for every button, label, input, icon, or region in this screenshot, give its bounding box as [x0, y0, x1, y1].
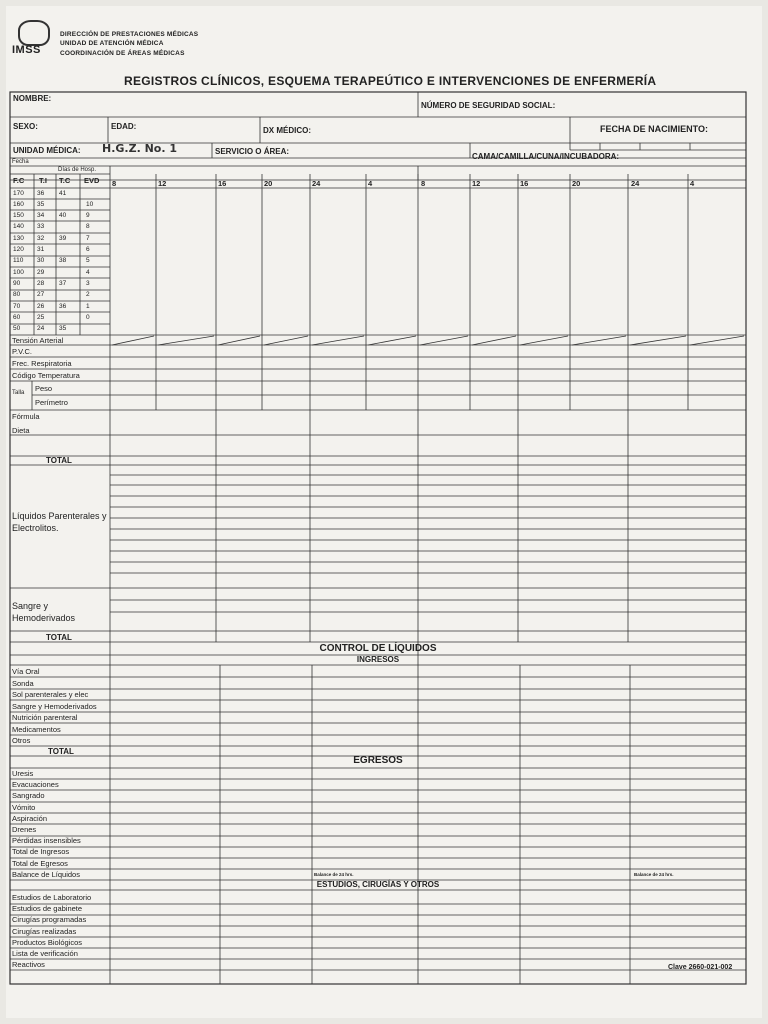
total-label-1: TOTAL — [46, 456, 72, 465]
ingresos-title: INGRESOS — [356, 655, 400, 664]
vitals-cell: 170 — [13, 189, 24, 197]
vitals-cell: 31 — [37, 246, 45, 253]
ingresos-total-label: TOTAL — [48, 747, 74, 756]
list-item: Sangre y Hemoderivados — [12, 701, 97, 711]
list-item: Balance de Líquidos — [12, 869, 80, 879]
list-item: Vía Oral — [12, 667, 40, 676]
list-item: Nutrición parenteral — [12, 713, 78, 722]
vitals-cell: 7 — [86, 234, 90, 242]
list-item: Uresis — [12, 769, 34, 778]
list-item: Drenes — [12, 825, 37, 834]
balance-24-label-1: Balance de 24 hrs. — [314, 872, 354, 877]
vitals-header-fc: F.C — [13, 176, 25, 185]
nombre-label: NOMBRE: — [13, 94, 52, 103]
edad-label: EDAD: — [111, 122, 137, 131]
list-item: Sol parenterales y elec — [12, 690, 89, 699]
cama-label: CAMA/CAMILLA/CUNA/INCUBADORA: — [472, 152, 620, 161]
fecha-nacimiento-label: FECHA DE NACIMIENTO: — [600, 124, 708, 134]
vitals-header-tc: T.C — [59, 176, 71, 185]
hour-label: 12 — [472, 179, 481, 188]
list-item: Pérdidas insensibles — [12, 836, 81, 846]
fecha-label: Fecha — [12, 159, 29, 165]
vitals-cell: 26 — [37, 302, 45, 310]
perimetro-label: Perímetro — [35, 398, 68, 407]
vitals-cell: 90 — [13, 279, 21, 287]
logo-text: IMSS — [12, 44, 41, 56]
liquidos-label: Líquidos Parenterales y Electrolitos. — [12, 511, 107, 533]
nombre-field[interactable] — [60, 94, 415, 114]
egresos-title: EGRESOS — [353, 755, 403, 766]
hour-label: 8 — [112, 179, 117, 188]
vitals-cell: 28 — [37, 279, 45, 287]
vitals-cell: 160 — [13, 200, 24, 208]
dieta-label: Dieta — [12, 426, 30, 435]
vitals-cell: 120 — [13, 246, 24, 253]
hour-label: 20 — [572, 179, 581, 188]
tension-label: Tensión Arterial — [12, 336, 64, 345]
list-item: Vómito — [12, 802, 36, 812]
vitals-cell: 32 — [37, 234, 45, 242]
control-liquidos-title: CONTROL DE LÍQUIDOS — [319, 643, 437, 654]
list-item: Cirugías realizadas — [12, 926, 77, 936]
vitals-cell: 110 — [13, 257, 24, 265]
list-item: Sangrado — [12, 791, 45, 801]
vitals-cell: 40 — [59, 212, 67, 220]
vitals-cell: 140 — [13, 223, 24, 231]
list-item: Total de Egresos — [12, 858, 68, 868]
vitals-cell: 27 — [37, 291, 45, 299]
vitals-cell: 37 — [59, 279, 67, 287]
vitals-cell: 1 — [86, 302, 90, 310]
hour-label: 4 — [690, 179, 695, 188]
vitals-cell: 100 — [13, 268, 24, 276]
vitals-cell: 29 — [37, 268, 45, 276]
vitals-cell: 35 — [37, 200, 45, 208]
vitals-cell: 130 — [13, 234, 24, 242]
vitals-cell: 8 — [86, 223, 90, 231]
vitals-cell: 25 — [37, 313, 45, 321]
vitals-cell: 60 — [13, 313, 21, 321]
nss-label: NÚMERO DE SEGURIDAD SOCIAL: — [421, 101, 556, 110]
pvc-label: P.V.C. — [12, 347, 33, 356]
list-item: Otros — [12, 736, 31, 745]
list-item: Sonda — [12, 678, 34, 688]
hour-label: 8 — [421, 179, 426, 188]
total-label-2: TOTAL — [46, 633, 72, 642]
vitals-header-evd: EVD — [84, 176, 100, 185]
vitals-cell: 2 — [86, 291, 90, 299]
vitals-cell: 36 — [37, 189, 45, 197]
servicio-label: SERVICIO O ÁREA: — [215, 147, 290, 156]
vitals-cell: 150 — [13, 212, 24, 220]
dx-label: DX MÉDICO: — [263, 126, 311, 135]
hour-label: 16 — [520, 179, 529, 188]
hour-label: 24 — [312, 179, 321, 188]
vitals-cell: 9 — [86, 212, 90, 220]
dias-hosp-label: Días de Hosp. — [58, 167, 97, 173]
sexo-label: SEXO: — [13, 122, 38, 131]
unidad-value: H.G.Z. No. 1 — [102, 142, 178, 155]
vitals-cell: 41 — [59, 189, 67, 197]
vitals-cell: 24 — [37, 325, 45, 333]
frec-label: Frec. Respiratoria — [12, 359, 72, 368]
unidad-label: UNIDAD MÉDICA: — [13, 146, 81, 155]
vitals-cell: 5 — [86, 257, 90, 265]
form-title: REGISTROS CLÍNICOS, ESQUEMA TERAPEÚTICO E INTERVENCIONES DE ENFERMERÍA — [124, 74, 657, 88]
hour-label: 24 — [631, 179, 640, 188]
vitals-cell: 30 — [37, 257, 45, 265]
vitals-cell: 4 — [86, 268, 90, 276]
list-item: Estudios de Laboratorio — [12, 893, 92, 902]
vitals-cell: 0 — [86, 313, 90, 321]
vitals-cell: 80 — [13, 291, 21, 299]
vitals-cell: 38 — [59, 257, 67, 265]
vitals-cell: 36 — [59, 302, 67, 310]
estudios-title: ESTUDIOS, CIRUGÍAS Y OTROS — [316, 880, 440, 889]
list-item: Evacuaciones — [12, 780, 59, 790]
vitals-cell: 70 — [13, 302, 21, 310]
list-item: Estudios de gabinete — [12, 904, 83, 914]
list-item: Aspiración — [12, 813, 48, 823]
list-item: Cirugías programadas — [12, 915, 87, 925]
vitals-header-ti: T.I — [39, 176, 47, 185]
hour-label: 12 — [158, 179, 167, 188]
list-item: Lista de verificación — [12, 949, 78, 958]
vitals-cell: 50 — [13, 325, 21, 333]
sangre-label: Sangre y Hemoderivados — [12, 601, 76, 623]
clave-code: Clave 2660-021-002 — [668, 964, 733, 971]
header-line-1: DIRECCIÓN DE PRESTACIONES MÉDICAS — [60, 31, 199, 38]
vitals-cell: 10 — [86, 200, 94, 208]
talla-label: Talla — [12, 390, 25, 396]
vitals-cell: 6 — [86, 246, 90, 253]
vitals-cell: 35 — [59, 325, 67, 333]
header-line-3: COORDINACIÓN DE ÁREAS MÉDICAS — [60, 50, 185, 57]
vitals-cell: 34 — [37, 212, 45, 220]
hour-label: 16 — [218, 179, 227, 188]
vitals-cell: 3 — [86, 279, 90, 287]
vitals-cell: 39 — [59, 234, 67, 242]
codigo-label: Código Temperatura — [12, 371, 80, 380]
peso-label: Peso — [35, 384, 53, 393]
list-item: Total de Ingresos — [12, 847, 70, 857]
hour-label: 20 — [264, 179, 273, 188]
balance-24-label-2: Balance de 24 hrs. — [634, 872, 674, 877]
formula-label: Fórmula — [12, 412, 40, 421]
list-item: Reactivos — [12, 960, 45, 970]
list-item: Productos Biológicos — [12, 937, 83, 947]
hour-label: 4 — [368, 179, 373, 188]
header-line-2: UNIDAD DE ATENCIÓN MÉDICA — [60, 40, 164, 47]
list-item: Medicamentos — [12, 724, 61, 734]
vitals-cell: 33 — [37, 223, 45, 231]
